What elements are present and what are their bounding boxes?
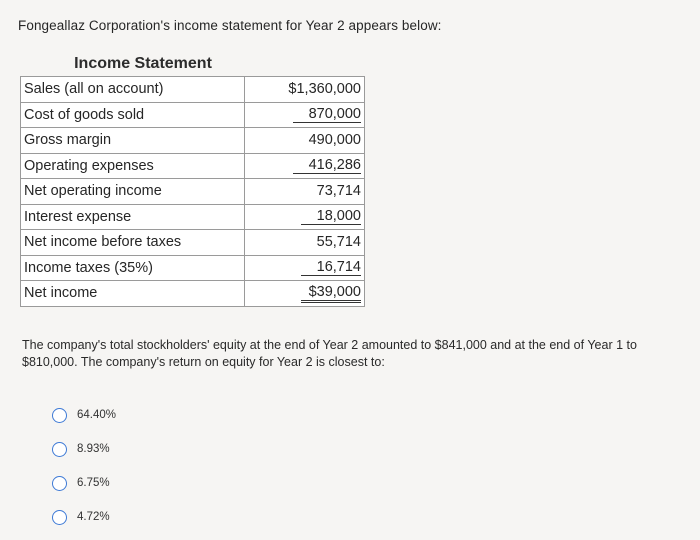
income-statement <box>20 52 365 307</box>
row-value: 416,286 <box>293 157 361 174</box>
row-spacer <box>244 77 276 103</box>
statement-row <box>21 153 365 179</box>
radio-button[interactable] <box>52 442 67 457</box>
row-value-cell <box>277 230 365 256</box>
statement-row <box>21 128 365 154</box>
row-value: 73,714 <box>316 183 361 200</box>
row-spacer <box>244 153 276 179</box>
radio-button[interactable] <box>52 408 67 423</box>
row-value-cell <box>277 255 365 281</box>
option-4[interactable] <box>52 500 116 534</box>
row-spacer <box>244 230 276 256</box>
option-label: 4.72% <box>77 511 110 523</box>
row-label: Operating expenses <box>21 153 245 179</box>
row-spacer <box>244 102 276 128</box>
row-value: 18,000 <box>301 208 361 225</box>
row-value-cell <box>277 179 365 205</box>
row-value: 870,000 <box>293 106 361 123</box>
statement-title: Income Statement <box>74 55 212 72</box>
statement-row <box>21 204 365 230</box>
statement-row <box>21 230 365 256</box>
row-value-cell <box>277 77 365 103</box>
row-value: 55,714 <box>316 234 361 251</box>
row-label: Cost of goods sold <box>21 102 245 128</box>
row-value: $39,000 <box>301 284 361 303</box>
radio-button[interactable] <box>52 476 67 491</box>
row-value-cell <box>277 128 365 154</box>
option-label: 8.93% <box>77 443 110 455</box>
statement-row <box>21 77 365 103</box>
intro-text: Fongeallaz Corporation's income statement for Year 2 appears below: <box>18 18 442 33</box>
option-2[interactable] <box>52 432 116 466</box>
statement-table <box>20 76 365 307</box>
row-spacer <box>244 255 276 281</box>
statement-row <box>21 255 365 281</box>
option-label: 64.40% <box>77 409 117 421</box>
option-label: 6.75% <box>77 477 110 489</box>
row-label: Net operating income <box>21 179 245 205</box>
row-label: Sales (all on account) <box>21 77 245 103</box>
statement-row <box>21 281 365 307</box>
question-text: The company's total stockholders' equity at the end of Year 2 amounted to $841,000 and at the end of Year 1 to $810,000. The company's return on equity for Year 2 is closest to: <box>22 338 637 369</box>
row-value-cell <box>277 281 365 307</box>
row-label: Interest expense <box>21 204 245 230</box>
radio-button[interactable] <box>52 510 67 525</box>
row-value-cell <box>277 102 365 128</box>
answer-options <box>52 398 116 534</box>
row-label: Net income <box>21 281 245 307</box>
row-value: 16,714 <box>301 259 361 276</box>
row-value-cell <box>277 153 365 179</box>
row-label: Net income before taxes <box>21 230 245 256</box>
row-value-cell <box>277 204 365 230</box>
row-label: Gross margin <box>21 128 245 154</box>
row-value: $1,360,000 <box>288 81 361 98</box>
row-spacer <box>244 281 276 307</box>
row-spacer <box>244 204 276 230</box>
row-spacer <box>244 179 276 205</box>
option-1[interactable] <box>52 398 116 432</box>
statement-row <box>21 179 365 205</box>
statement-row <box>21 102 365 128</box>
row-label: Income taxes (35%) <box>21 255 245 281</box>
row-spacer <box>244 128 276 154</box>
row-value: 490,000 <box>308 132 361 149</box>
option-3[interactable] <box>52 466 116 500</box>
